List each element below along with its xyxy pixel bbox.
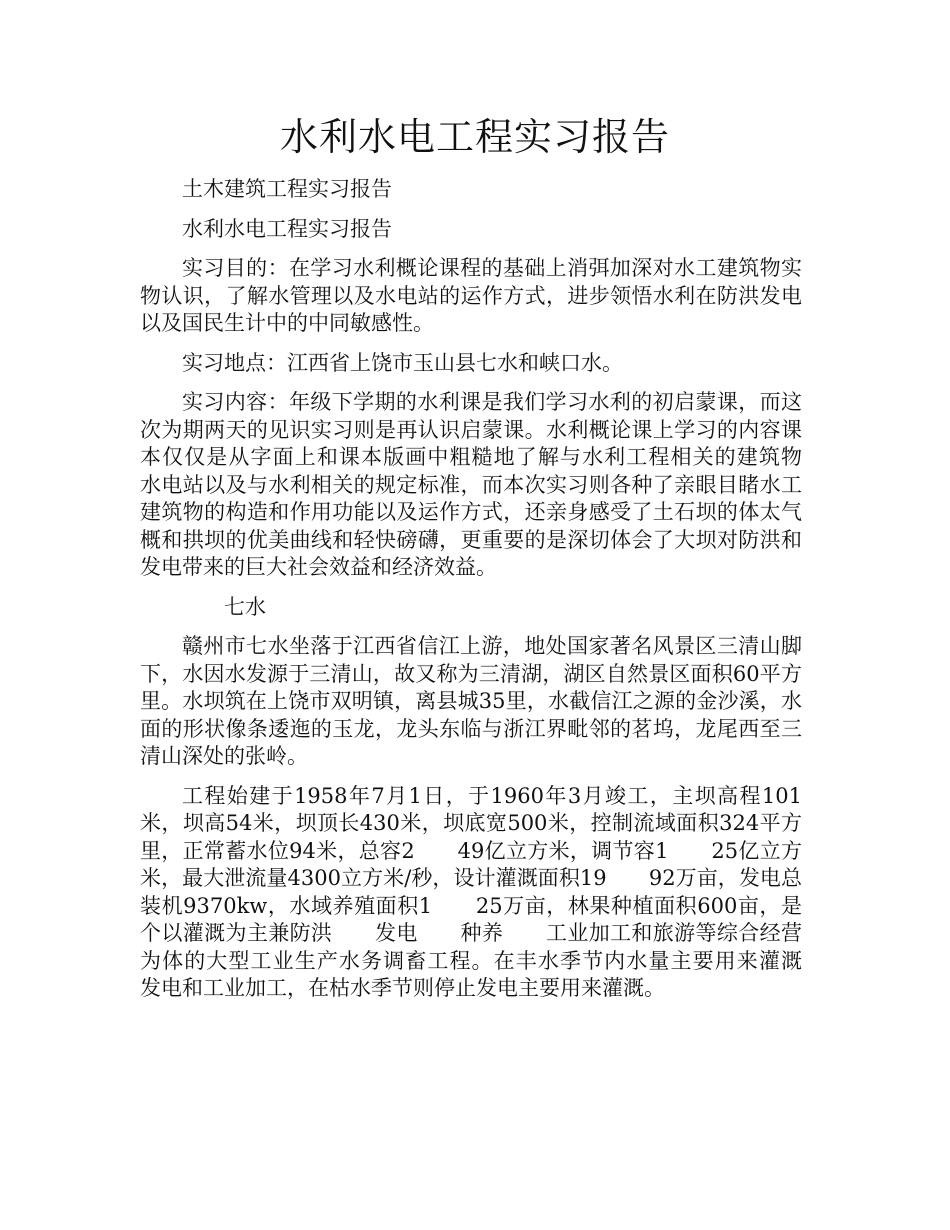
paragraph-location: 实习地点：江西省上饶市玉山县七水和峡口水。 (182, 350, 623, 375)
section-heading-qishui: 七水 (224, 594, 266, 619)
paragraph-qishui-intro: 赣州市七水坐落于江西省信江上游，地处国家著名风景区三清山脚下，水因水发源于三清山，故又称为三清湖，湖区自然景区面积60平方里。水坝筑在上饶市双明镇，离县城35里，水截信江之源的金沙溪，水面的形状像条逶迤的玉龙，龙头东临与浙江界毗邻的茗坞，龙尾西至三清山深处的张岭。 (140, 634, 802, 768)
document-body (140, 176, 844, 1015)
paragraph-content: 实习内容：年级下学期的水利课是我们学习水利的初启蒙课，而这次为期两天的见识实习则是再认识启蒙课。水利概论课上学习的内容课本仅仅是从字面上和课本版画中粗糙地了解与水利工程相关的建筑物 水电站以及与水利相关的规定标准，而本次实习则各种了亲眼目睹水工建筑物的构造和作用功能以及运作方式，还亲身感受了土石坝的体太气概和拱坝的优美曲线和轻快磅礴，更重要的是深切体会了大坝对防洪和发电带来的巨大社会效益和经济效益。 (140, 390, 844, 579)
paragraph-purpose: 实习目的：在学习水利概论课程的基础上消弭加深对水工建筑物实物认识，了解水管理以及水电站的运作方式，进步领悟水利在防洪发电以及国民生计中的中同敏感性。 (140, 256, 802, 335)
paragraph-subtitle-civil: 土木建筑工程实习报告 (182, 177, 392, 201)
paragraph-subtitle-hydro: 水利水电工程实习报告 (182, 216, 392, 241)
paragraph-project-details: 工程始建于1958年7月1日，于1960年3月竣工，主坝高程101米，坝高54米，坝顶长430米，坝底宽500米，控制流域面积324平方里，正常蓄水位94米，总容2 49亿立方米，调节容1 25亿立方米，最大泄流量4300立方米/秒，设计灌溉面积19 92万亩，发电总装机9370kw，水域养殖面积1 25万亩，林果种植面积600亩，是个以灌溉为主兼防洪 发电 种养 工业加工和旅游等综合经营为体的大型工业生产水务调畜工程。在丰水季节内水量主要用来灌溉 发电和工业加工，在枯水季节则停止发电主要用来灌溉。 (140, 783, 844, 1000)
document-title: 水利水电工程实习报告 (279, 115, 670, 159)
